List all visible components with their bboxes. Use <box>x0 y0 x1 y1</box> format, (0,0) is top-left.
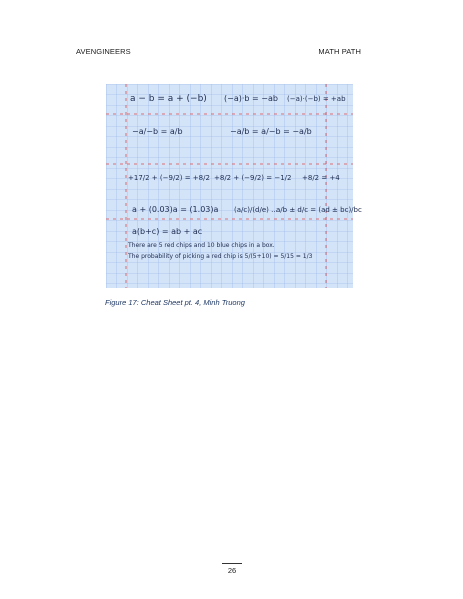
footer-rule <box>222 563 242 564</box>
note-line-13: There are 5 red chips and 10 blue chips in a box. <box>128 242 275 249</box>
note-line-6: +17/2 + (−9/2) = +8/2 <box>128 174 210 182</box>
note-line-11: a/b ± d/c = (ad ± bc)/bc <box>276 206 362 214</box>
figure-caption: Figure 17: Cheat Sheet pt. 4, Minh Truong <box>105 298 245 307</box>
note-line-7: +8/2 + (−9/2) = −1/2 <box>214 174 292 182</box>
note-line-14: The probability of picking a red chip is 5/(5+10) = 5/15 = 1/3 <box>128 253 313 260</box>
note-line-1: a − b = a + (−b) <box>130 94 207 104</box>
note-line-5: −a/b = a/−b = −a/b <box>230 127 312 136</box>
cheat-sheet-photo <box>106 84 362 288</box>
note-line-3: (−a)·(−b) = +ab <box>287 95 346 103</box>
header-left-title: AVENGINEERS <box>76 47 131 56</box>
note-line-4: −a/−b = a/b <box>132 127 183 136</box>
note-line-2: (−a)·b = −ab <box>224 94 278 103</box>
header-right-title: MATH PATH <box>318 47 361 56</box>
note-line-12: a(b+c) = ab + ac <box>132 227 203 236</box>
note-line-10: (a/c)/(d/e) ... <box>234 206 278 214</box>
notebook-image <box>106 84 362 288</box>
note-line-9: a + (0.03)a = (1.03)a <box>132 205 219 214</box>
note-line-8: +8/2 = +4 <box>302 174 340 182</box>
page-number: 26 <box>227 566 237 575</box>
